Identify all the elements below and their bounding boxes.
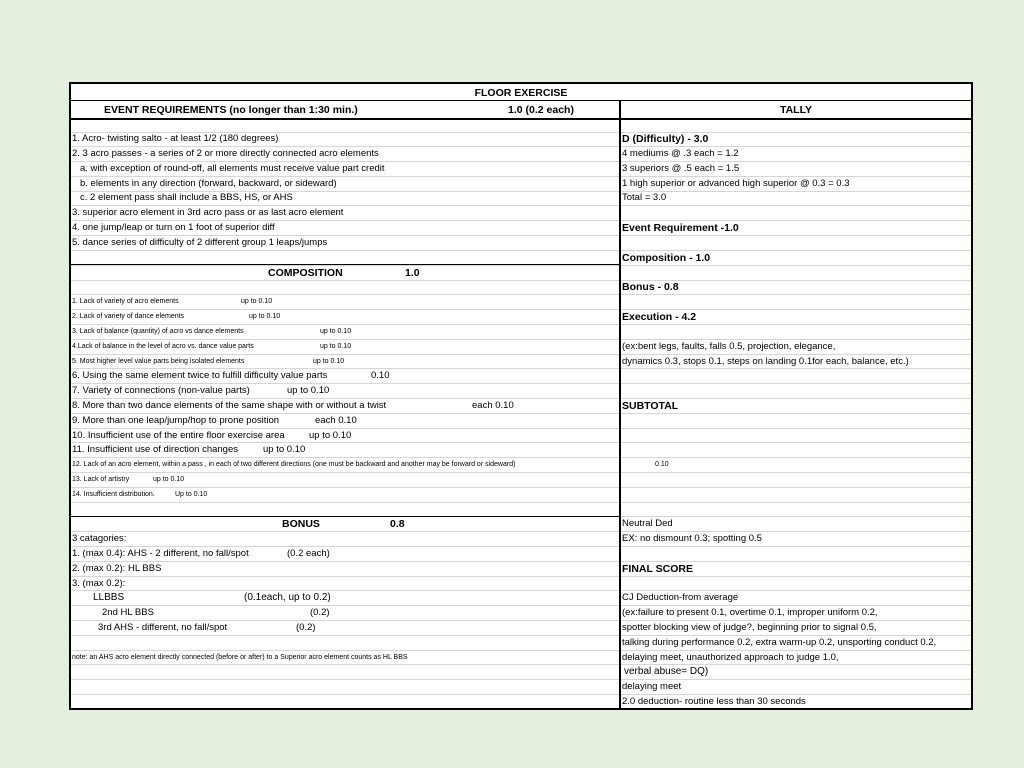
composition-item: 4.Lack of balance in the level of acro vs. dance value parts	[72, 343, 254, 350]
composition-item-value: 0.10	[655, 461, 669, 468]
gridline	[71, 280, 971, 281]
routine-deduction-label: 2.0 deduction- routine less than 30 seconds	[622, 696, 806, 707]
execution-note: (ex:bent legs, faults, falls 0.5, projection, elegance,	[622, 341, 836, 352]
composition-item: 2. Lack of variety of dance elements	[72, 313, 185, 320]
composition-item: 6. Using the same element twice to fulfill difficulty value parts	[72, 370, 328, 381]
difficulty-item: 3 superiors @ .5 each = 1.5	[622, 163, 740, 174]
composition-item: 9. More than one leap/jump/hop to prone position	[72, 415, 280, 426]
neutral-deduction-label: Neutral Ded	[622, 518, 673, 529]
bonus-item: 2. (max 0.2): HL BBS	[72, 563, 162, 574]
composition-header: COMPOSITION	[268, 267, 343, 279]
composition-item: 5. Most higher level value parts being isolated elements	[72, 358, 245, 365]
cj-deduction-item: talking during performance 0.2, extra warm-up 0.2, unsporting conduct 0.2,	[622, 637, 937, 648]
bonus-item: 3. (max 0.2):	[72, 578, 126, 589]
composition-item: 12. Lack of an acro element, within a pass , in each of two different directions (one must be backward and another may be forward or sideward)	[72, 461, 516, 468]
composition-item: 13. Lack of artistry	[72, 476, 130, 483]
event-requirement-label: Event Requirement -1.0	[622, 222, 739, 234]
gridline	[71, 472, 971, 473]
bonus-header: BONUS	[282, 518, 320, 530]
floor-exercise-sheet	[69, 82, 973, 710]
composition-item-value: up to 0.10	[320, 343, 352, 350]
gridline	[71, 250, 971, 251]
gridline	[71, 294, 971, 295]
gridline	[71, 531, 971, 532]
bonus-label: Bonus - 0.8	[622, 281, 679, 293]
verbal-abuse-label: verbal abuse= DQ)	[624, 666, 709, 677]
event-requirements-value: 1.0 (0.2 each)	[508, 104, 574, 116]
composition-item-value: up to 0.10	[249, 313, 281, 320]
difficulty-item: 4 mediums @ .3 each = 1.2	[622, 148, 739, 159]
execution-label: Execution - 4.2	[622, 311, 697, 323]
cj-deduction-item: spotter blocking view of judge?, beginning prior to signal 0.5,	[622, 622, 877, 633]
bonus-subitem: 3rd AHS - different, no fall/spot	[98, 622, 228, 633]
cj-deduction-item: (ex:failure to present 0.1, overtime 0.1, improper uniform 0.2,	[622, 607, 878, 618]
composition-item-value: up to 0.10	[313, 358, 345, 365]
event-requirements-header: EVENT REQUIREMENTS (no longer than 1:30 min.)	[104, 104, 358, 116]
bonus-item-value: (0.2 each)	[287, 548, 330, 559]
composition-item-value: up to 0.10	[153, 476, 185, 483]
header-underline	[71, 118, 971, 120]
bonus-item: 1. (max 0.4): AHS - 2 different, no fall/spot	[72, 548, 249, 559]
neutral-deduction-example: EX: no dismount 0.3; spotting 0.5	[622, 533, 762, 544]
bonus-subitem: LLBBS	[93, 592, 125, 603]
bonus-value: 0.8	[390, 518, 405, 530]
requirement-item: 2. 3 acro passes - a series of 2 or more directly connected acro elements	[72, 148, 379, 159]
bonus-subitem: 2nd HL BBS	[102, 607, 154, 618]
gridline	[71, 309, 971, 310]
difficulty-total: Total = 3.0	[622, 192, 667, 203]
bonus-categories: 3 catagories:	[72, 533, 127, 544]
cj-deduction-item: delaying meet, unauthorized approach to judge 1.0,	[622, 652, 839, 663]
composition-item: 1. Lack of variety of acro elements	[72, 298, 179, 305]
delaying-meet-label: delaying meet	[622, 681, 682, 692]
composition-item-value: up to 0.10	[263, 444, 306, 455]
gridline	[71, 502, 971, 503]
title-underline	[71, 100, 971, 101]
requirement-item: c. 2 element pass shall include a BBS, HS, or AHS	[80, 192, 293, 203]
composition-item-value: up to 0.10	[287, 385, 330, 396]
requirement-item: a. with exception of round-off, all elements must receive value part credit	[80, 163, 385, 174]
bonus-note: note: an AHS acro element directly connected (before or after) to a Superior acro element counts as HL BBS	[72, 654, 408, 661]
gridline	[71, 576, 971, 577]
requirement-item: 3. superior acro element in 3rd acro pass or as last acro element	[72, 207, 344, 218]
cj-deduction-label: CJ Deduction-from average	[622, 592, 739, 603]
composition-item-value: Up to 0.10	[175, 491, 208, 498]
composition-item: 14. Insufficient distribution.	[72, 491, 155, 498]
subtotal-label: SUBTOTAL	[622, 400, 679, 412]
gridline	[71, 561, 971, 562]
composition-value: 1.0	[405, 267, 420, 279]
composition-item: 7. Variety of connections (non-value parts)	[72, 385, 250, 396]
bonus-subitem-value: (0.2)	[296, 622, 316, 633]
composition-label: Composition - 1.0	[622, 252, 711, 264]
composition-item: 8. More than two dance elements of the same shape with or without a twist	[72, 400, 387, 411]
composition-item-value: up to 0.10	[309, 430, 352, 441]
composition-item: 10. Insufficient use of the entire floor exercise area	[72, 430, 285, 441]
final-score-label: FINAL SCORE	[622, 563, 693, 575]
composition-item-value: each 0.10	[315, 415, 357, 426]
gridline	[71, 265, 971, 266]
composition-item: 11. Insufficient use of direction changes	[72, 444, 239, 455]
requirement-item: 5. dance series of difficulty of 2 different group 1 leaps/jumps	[72, 237, 328, 248]
column-divider	[619, 101, 621, 708]
composition-divider	[71, 264, 619, 265]
bonus-divider	[71, 516, 619, 517]
requirement-item: 4. one jump/leap or turn on 1 foot of superior diff	[72, 222, 275, 233]
composition-item-value: up to 0.10	[320, 328, 352, 335]
tally-header: TALLY	[779, 104, 813, 116]
composition-item-value: up to 0.10	[241, 298, 273, 305]
gridline	[71, 590, 971, 591]
execution-note: dynamics 0.3, stops 0.1, steps on landing 0.1for each, balance, etc.)	[622, 356, 909, 367]
gridline	[71, 694, 971, 695]
bonus-subitem-value: (0.2)	[310, 607, 330, 618]
composition-item-value: 0.10	[371, 370, 390, 381]
sheet-title: FLOOR EXERCISE	[474, 87, 568, 99]
gridline	[71, 709, 971, 710]
difficulty-label: D (Difficulty) - 3.0	[622, 133, 709, 145]
requirement-item: 1. Acro- twisting salto - at least 1/2 (180 degrees)	[72, 133, 279, 144]
composition-item: 3. Lack of balance (quantity) of acro vs dance elements	[72, 328, 244, 335]
gridline	[71, 679, 971, 680]
requirement-item: b. elements in any direction (forward, backward, or sideward)	[80, 178, 337, 189]
bonus-subitem-value: (0.1each, up to 0.2)	[244, 592, 331, 603]
composition-item-value: each 0.10	[472, 400, 514, 411]
difficulty-item: 1 high superior or advanced high superior @ 0.3 = 0.3	[622, 178, 850, 189]
